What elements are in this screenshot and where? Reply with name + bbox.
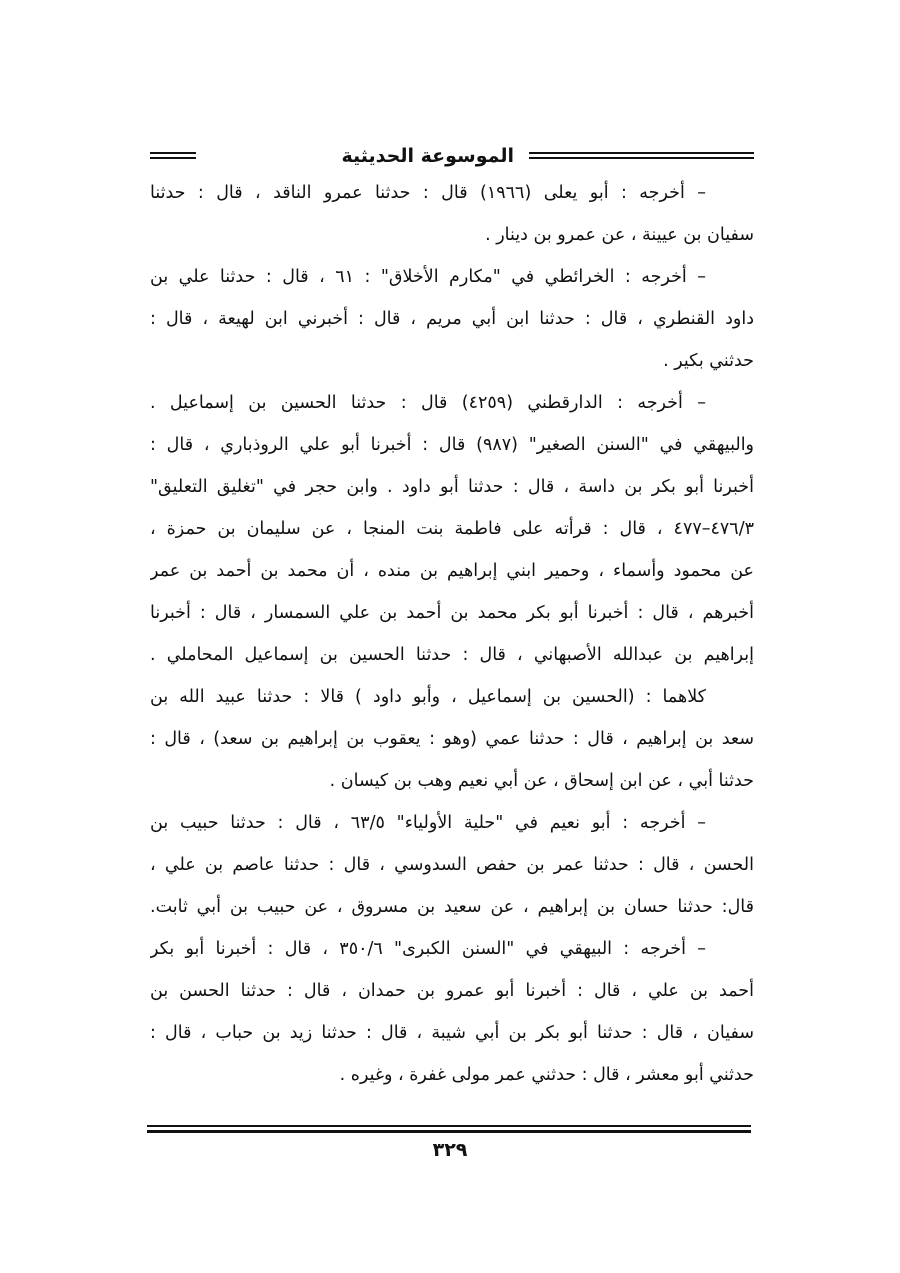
header-title: الموسوعة الحديثية: [341, 145, 514, 167]
text-line: الحسن ، قال : حدثنا عمر بن حفص السدوسي ، قال : حدثنا عاصم بن علي ،: [150, 855, 754, 875]
text-line: داود القنطري ، قال : حدثنا ابن أبي مريم ، قال : أخبرني ابن لهيعة ، قال :: [150, 309, 754, 329]
text-line: ٤٧٦/٣–٤٧٧ ، قال : قرأته على فاطمة بنت المنجا ، عن سليمان بن حمزة ،: [150, 519, 754, 539]
text-line: سفيان بن عيينة ، عن عمرو بن دينار .: [485, 225, 754, 245]
text-line: حدثني بكير .: [663, 351, 754, 371]
text-line: – أخرجه : أبو نعيم في "حلية الأولياء" ٦٣/٥ ، قال : حدثنا حبيب بن: [150, 813, 706, 833]
header-rule-left: [150, 152, 196, 159]
header-rule-right: [529, 152, 754, 159]
page-number: ٣٢٩: [432, 1139, 468, 1161]
text-line: – أخرجه : الدارقطني (٤٢٥٩) قال : حدثنا الحسين بن إسماعيل .: [150, 393, 706, 413]
text-line: – أخرجه : البيهقي في "السنن الكبرى" ٣٥٠/٦ ، قال : أخبرنا أبو بكر: [150, 939, 706, 959]
footer-rule: [147, 1125, 751, 1133]
page-header: [150, 140, 754, 174]
text-line: عن محمود وأسماء ، وحمير ابني إبراهيم بن منده ، أن محمد بن أحمد بن عمر: [150, 561, 754, 581]
page-body: [150, 172, 754, 1096]
text-line: سعد بن إبراهيم ، قال : حدثنا عمي (وهو : يعقوب بن إبراهيم بن سعد) ، قال :: [150, 729, 754, 749]
text-line: أخبرهم ، قال : أخبرنا أبو بكر محمد بن أحمد بن علي السمسار ، قال : أخبرنا: [150, 603, 754, 623]
text-line: سفيان ، قال : حدثنا أبو بكر بن أبي شيبة ، قال : حدثنا زيد بن حباب ، قال :: [150, 1023, 754, 1043]
text-line: إبراهيم بن عبدالله الأصبهاني ، قال : حدثنا الحسين بن إسماعيل المحاملي .: [150, 645, 754, 665]
text-line: أخبرنا أبو بكر بن داسة ، قال : حدثنا أبو داود . وابن حجر في "تغليق التعليق": [150, 477, 754, 497]
text-line: حدثنا أبي ، عن ابن إسحاق ، عن أبي نعيم وهب بن كيسان .: [329, 771, 754, 791]
text-line: حدثني أبو معشر ، قال : حدثني عمر مولى غفرة ، وغيره .: [339, 1065, 754, 1085]
text-line: كلاهما : (الحسين بن إسماعيل ، وأبو داود ) قالا : حدثنا عبيد الله بن: [150, 687, 706, 707]
text-line: أحمد بن علي ، قال : أخبرنا أبو عمرو بن حمدان ، قال : حدثنا الحسن بن: [150, 981, 754, 1001]
text-line: – أخرجه : أبو يعلى (١٩٦٦) قال : حدثنا عمرو الناقد ، قال : حدثنا: [150, 183, 707, 203]
text-line: – أخرجه : الخرائطي في "مكارم الأخلاق" : ٦١ ، قال : حدثنا علي بن: [150, 267, 706, 287]
text-line: والبيهقي في "السنن الصغير" (٩٨٧) قال : أخبرنا أبو علي الروذباري ، قال :: [150, 435, 754, 455]
text-line: قال: حدثنا حسان بن إبراهيم ، عن سعيد بن مسروق ، عن حبيب بن أبي ثابت.: [150, 897, 754, 917]
